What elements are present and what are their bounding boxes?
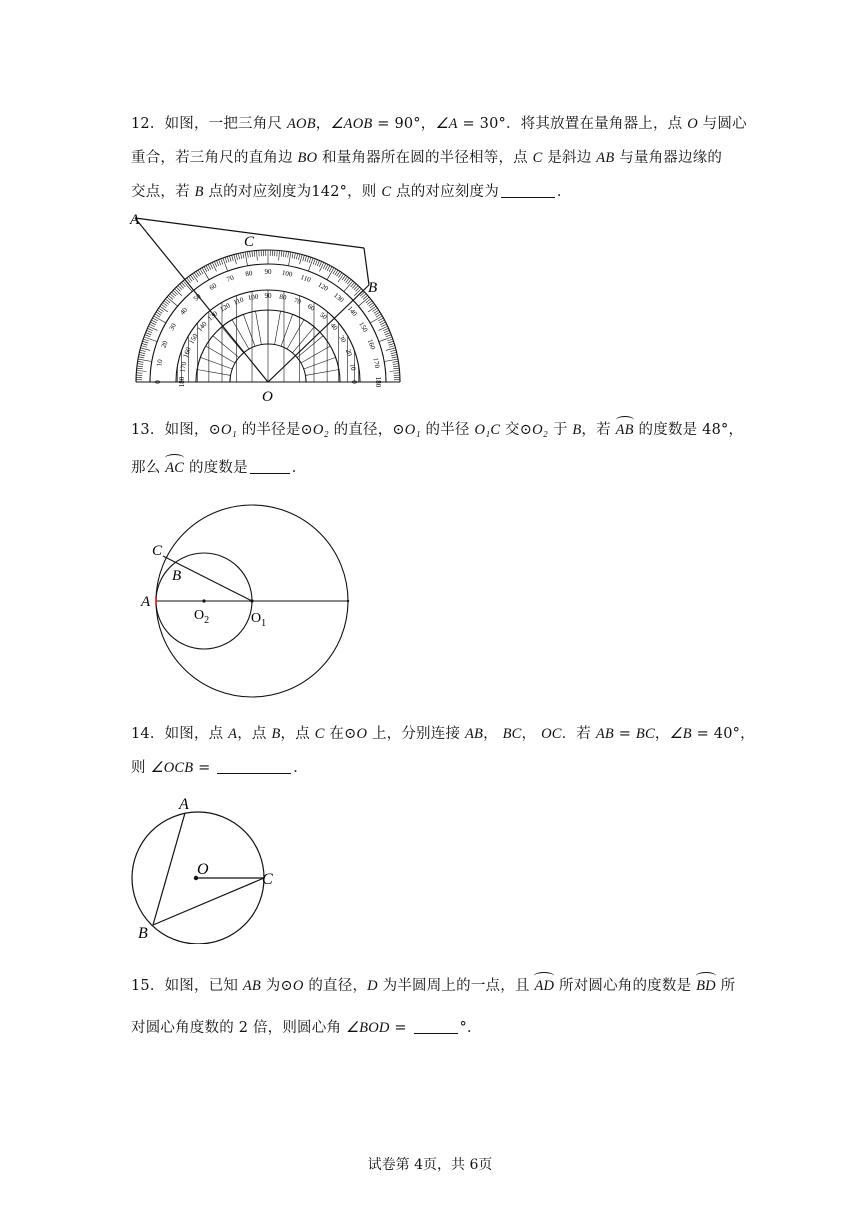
protractor-tick	[227, 256, 229, 262]
label-c: C	[152, 543, 163, 559]
protractor-tick	[380, 322, 385, 325]
q15-var: ∠BOD	[345, 1020, 390, 1036]
q12-text: = 30°．将其放置在量角器上，点	[457, 116, 688, 132]
protractor-tick	[286, 251, 287, 257]
protractor-tick	[247, 252, 248, 258]
q14-var: O	[356, 726, 368, 742]
protractor-tick	[229, 256, 231, 262]
protractor-tick	[368, 306, 376, 312]
protractor-tick	[393, 364, 399, 365]
protractor-inner-number: 150	[187, 332, 200, 346]
protractor-outer-number: 90	[264, 268, 272, 276]
protractor-outer-number: 130	[332, 291, 346, 305]
answer-blank[interactable]	[414, 1019, 458, 1034]
protractor-outer-number: 110	[299, 273, 312, 285]
q13-text: ，若	[581, 422, 616, 438]
protractor-tick	[389, 346, 395, 348]
label-b: B	[138, 925, 148, 942]
protractor-spoke	[292, 327, 314, 353]
q14-var: ∠B	[669, 726, 692, 742]
q15-number: 15．	[131, 978, 165, 994]
protractor-inner-number: 10	[348, 362, 358, 372]
label-c: C	[244, 234, 255, 250]
protractor-inner-number: 30	[337, 333, 348, 345]
q12-line-1	[131, 112, 747, 133]
protractor-tick	[379, 337, 392, 342]
protractor-tick	[294, 253, 295, 259]
protractor-tick	[281, 251, 282, 257]
protractor-tick	[157, 310, 162, 313]
q14-text: 如图，点	[164, 726, 229, 742]
q12-text: 如图，一把三角尺	[164, 116, 287, 132]
protractor-outer-number: 70	[225, 273, 236, 284]
protractor-tick	[232, 255, 234, 261]
protractor-spoke	[305, 369, 338, 375]
protractor-tick	[390, 370, 400, 371]
protractor-tick	[214, 261, 216, 266]
protractor-tick	[309, 257, 311, 263]
q12-text: 点的对应刻度为142°，则	[203, 184, 382, 200]
protractor-tick	[208, 264, 211, 269]
protractor-tick	[383, 328, 388, 330]
q14-text: ，	[521, 726, 542, 742]
protractor-tick	[146, 333, 152, 335]
protractor-outer-number: 120	[316, 280, 330, 293]
answer-blank[interactable]	[250, 459, 290, 474]
protractor-outer-number: 60	[207, 281, 219, 292]
protractor-tick	[137, 368, 143, 369]
q14-text: ，点	[237, 726, 272, 742]
q13-text: 的度数是 48°，	[633, 422, 744, 438]
q13-number: 13．	[131, 422, 165, 438]
protractor-tick	[376, 314, 381, 317]
label-b: B	[172, 568, 182, 584]
label-a: A	[130, 212, 140, 228]
q15-line-2	[131, 1016, 482, 1037]
protractor-tick	[204, 267, 207, 272]
protractor-tick	[139, 352, 145, 353]
q12-text: ，	[315, 116, 331, 132]
protractor-tick	[245, 252, 247, 266]
protractor-tick	[221, 259, 223, 265]
protractor-tick	[138, 359, 152, 361]
q13-var: O₂	[312, 422, 329, 438]
q12-var: B	[194, 184, 204, 200]
q12-text: 与圆心	[697, 116, 747, 132]
protractor-outer-number: 40	[178, 306, 190, 317]
q13-text: ．	[291, 460, 307, 476]
q14-text: 在⊙	[324, 726, 357, 742]
q13-line-2	[131, 456, 306, 477]
protractor-outer-number: 100	[281, 268, 293, 279]
protractor-tick	[256, 251, 257, 261]
q15-text: 为半圆周上的一点，且	[377, 978, 535, 994]
protractor-tick	[254, 251, 255, 257]
q13-var: O₁	[221, 422, 237, 438]
q13-text: 的度数是	[184, 460, 248, 476]
protractor-tick	[379, 320, 384, 323]
protractor-tick	[288, 252, 290, 266]
protractor-tick	[143, 339, 149, 341]
protractor-inner-number: 40	[328, 321, 340, 332]
protractor-tick	[313, 259, 315, 265]
protractor-tick	[388, 341, 394, 343]
q14-var: A	[228, 726, 238, 742]
protractor-outer-number: 50	[192, 292, 203, 304]
protractor-tick	[155, 314, 160, 317]
protractor-inner-number: 60	[305, 302, 317, 313]
protractor-spoke	[275, 311, 281, 344]
protractor-tick	[387, 339, 393, 341]
protractor-inner-number: 70	[292, 296, 303, 307]
q14-text: ，	[654, 726, 670, 742]
protractor-tick	[151, 320, 156, 323]
protractor-tick	[236, 254, 237, 260]
q12-text: 交点，若	[131, 184, 195, 200]
protractor-tick	[145, 335, 151, 337]
protractor-inner-number: 180	[178, 376, 186, 388]
label-c: C	[262, 871, 273, 888]
q13-text: 的半径是⊙	[236, 422, 313, 438]
protractor-tick	[137, 366, 143, 367]
q12-text: ．	[556, 184, 572, 200]
answer-blank[interactable]	[217, 759, 291, 774]
q13-text: 交⊙	[500, 422, 533, 438]
q15-text: 的直径，	[303, 978, 368, 994]
arc-ac: AC	[165, 456, 184, 477]
protractor-inner-number: 50	[318, 310, 329, 322]
q15-text: 所	[715, 978, 736, 994]
protractor-tick	[153, 318, 158, 321]
protractor-spoke	[304, 357, 336, 369]
q15-var: O	[292, 978, 304, 994]
q14-text: ．若	[561, 726, 596, 742]
protractor-tick	[288, 252, 289, 258]
q15-var: AB	[242, 978, 261, 994]
protractor-tick	[335, 270, 338, 275]
label-a: A	[141, 594, 151, 610]
protractor-tick	[391, 355, 397, 356]
point-o2	[202, 599, 205, 602]
q15-text: 如图，已知	[164, 978, 243, 994]
protractor-outer-number: 160	[365, 338, 377, 351]
protractor-spoke	[213, 336, 239, 358]
protractor-inner-number: 0	[350, 380, 358, 384]
circle-o-figure	[122, 792, 292, 944]
arc-bd: BD	[696, 974, 716, 995]
protractor-tick	[225, 257, 227, 263]
protractor-outer-number: 0	[154, 380, 162, 384]
protractor-tick	[138, 361, 144, 362]
q13-text: 于	[548, 422, 573, 438]
protractor-tick	[141, 346, 147, 348]
q14-text: ．	[293, 760, 308, 776]
label-o: O	[262, 389, 273, 405]
protractor-inner-number: 170	[178, 361, 189, 373]
q14-text: = 40°，	[691, 726, 755, 742]
q14-text: =	[193, 760, 216, 776]
label-o1: $O_1$	[251, 611, 267, 629]
chord-bc	[153, 878, 264, 925]
q12-var: AOB	[286, 116, 316, 132]
protractor-tick	[329, 267, 332, 272]
protractor-tick	[308, 258, 313, 271]
protractor-spoke	[255, 311, 261, 344]
protractor-tick	[300, 254, 303, 264]
q12-var: O	[687, 116, 698, 132]
protractor-outer-number: 20	[159, 339, 170, 350]
q14-text: ，点	[280, 726, 315, 742]
q15-text: =	[389, 1020, 412, 1036]
protractor-inner-number: 130	[206, 309, 220, 323]
q12-line-3	[131, 180, 572, 201]
q12-var: AB	[596, 150, 615, 166]
point-end	[347, 600, 349, 602]
q12-number: 12．	[131, 116, 165, 132]
protractor-tick	[200, 269, 203, 274]
label-o: O	[197, 861, 209, 878]
q12-text: 和量角器所在圆的半径相等，点	[317, 150, 533, 166]
protractor-tick	[378, 318, 383, 321]
protractor-spoke	[232, 320, 249, 349]
protractor-tick	[391, 352, 397, 353]
label-b: B	[368, 280, 378, 296]
protractor-inner-number: 140	[195, 320, 209, 334]
protractor-tick	[140, 350, 146, 351]
two-circles-figure	[136, 500, 366, 700]
protractor-tick	[148, 326, 157, 330]
protractor-tick	[392, 357, 398, 358]
protractor-tick	[381, 324, 386, 327]
protractor-spoke	[301, 346, 330, 363]
protractor-tick	[252, 251, 253, 257]
protractor-tick	[150, 322, 155, 325]
protractor-tick	[196, 271, 199, 276]
q13-var: O₂	[532, 422, 549, 438]
protractor-tick	[212, 262, 216, 271]
protractor-tick	[279, 251, 280, 261]
protractor-tick	[241, 253, 242, 259]
protractor-spoke	[206, 346, 235, 363]
q15-text: 为⊙	[261, 978, 293, 994]
protractor-outer-number: 80	[244, 269, 254, 279]
protractor-tick	[393, 366, 399, 367]
protractor-tick	[160, 306, 168, 312]
q12-text: 重合，若三角尺的直角边	[131, 150, 298, 166]
protractor-tick	[146, 330, 152, 332]
protractor-tick	[320, 262, 324, 271]
q12-text: 与量角器边缘的	[614, 150, 723, 166]
protractor-tick	[192, 274, 198, 282]
answer-blank[interactable]	[501, 183, 555, 198]
point-o1	[250, 599, 253, 602]
q13-var: O₁C	[474, 422, 501, 438]
protractor-tick	[206, 265, 209, 270]
protractor-inner-number: 120	[218, 301, 232, 314]
protractor-tick	[156, 312, 161, 315]
q12-text: 是斜边	[542, 150, 597, 166]
protractor-outer-number: 30	[167, 321, 178, 333]
q13-text: 那么	[131, 460, 166, 476]
protractor-outer-number: 170	[371, 357, 382, 369]
protractor-tick	[374, 310, 379, 313]
protractor-outer-number: 10	[155, 358, 165, 368]
protractor-tick	[325, 264, 328, 269]
protractor-tick	[386, 348, 396, 351]
chord-ab	[153, 813, 185, 925]
protractor-tick	[223, 258, 228, 271]
protractor-tick	[296, 253, 297, 259]
q14-line-2	[131, 756, 308, 777]
q14-text: ，	[483, 726, 503, 742]
protractor-spoke	[197, 369, 230, 375]
protractor-tick	[149, 324, 154, 327]
q14-var: AB	[595, 726, 614, 742]
q14-var: BC	[635, 726, 655, 742]
protractor-tick	[388, 343, 394, 345]
q13-text: 如图，⊙	[164, 422, 222, 438]
protractor-tick	[137, 370, 147, 371]
label-a: A	[179, 796, 189, 813]
protractor-outer-number: 180	[374, 376, 382, 388]
protractor-tick	[323, 263, 326, 268]
protractor-tick	[142, 341, 148, 343]
protractor-tick	[354, 289, 361, 296]
protractor-tick	[144, 337, 157, 342]
q15-line-1	[131, 974, 735, 995]
protractor-tick	[317, 260, 319, 266]
q15-text: °．	[459, 1020, 482, 1036]
protractor-spoke	[281, 314, 293, 346]
protractor-tick	[216, 260, 218, 266]
protractor-spoke	[297, 336, 323, 358]
protractor-inner-number: 80	[278, 292, 288, 302]
protractor-outer-number: 140	[345, 304, 359, 318]
protractor-inner-number: 110	[232, 295, 245, 307]
q13-var: O₁	[404, 422, 421, 438]
q12-text: 点的对应刻度为	[391, 184, 499, 200]
arc-ab: AB	[616, 418, 634, 439]
q12-var: C	[381, 184, 392, 200]
protractor-tick	[303, 255, 305, 261]
protractor-tick	[319, 261, 321, 266]
protractor-tick	[384, 330, 390, 332]
protractor-tick	[243, 252, 244, 258]
q13-text: 的直径，⊙	[328, 422, 405, 438]
protractor-tick	[219, 260, 221, 266]
q14-text: 则	[131, 760, 151, 776]
q15-var: D	[367, 978, 378, 994]
protractor-tick	[333, 269, 336, 274]
protractor-tick	[379, 326, 388, 330]
protractor-spoke	[287, 320, 304, 349]
q12-text: = 90°，	[372, 116, 436, 132]
arc-ad: AD	[534, 974, 554, 995]
protractor-tick	[283, 251, 284, 257]
protractor-tick	[298, 254, 299, 260]
q15-text: 对圆心角度数的 2 倍，则圆心角	[131, 1020, 346, 1036]
q12-var: BO	[297, 150, 318, 166]
protractor-tick	[142, 343, 148, 345]
protractor-tick	[198, 270, 201, 275]
q14-text: =	[613, 726, 636, 742]
protractor-tick	[140, 348, 150, 351]
protractor-tick	[392, 361, 398, 362]
q13-var: B	[572, 422, 582, 438]
protractor-tick	[375, 312, 380, 315]
q14-var: ∠OCB	[150, 760, 194, 776]
protractor-tick	[338, 274, 344, 282]
protractor-tick	[137, 364, 143, 365]
q14-number: 14．	[131, 726, 165, 742]
protractor-tick	[386, 335, 392, 337]
q14-text: 上，分别连接	[367, 726, 465, 742]
protractor-figure	[128, 206, 408, 406]
protractor-outer-number: 150	[357, 320, 370, 334]
protractor-tick	[305, 256, 307, 262]
protractor-tick	[384, 359, 398, 361]
q13-text: 的半径	[420, 422, 475, 438]
protractor-tick	[175, 289, 182, 296]
protractor-tick	[234, 254, 237, 264]
q12-line-2	[131, 146, 722, 167]
protractor-spoke	[243, 314, 255, 346]
q12-var: ∠A	[435, 116, 458, 132]
label-o2: $O_2$	[194, 608, 210, 626]
protractor-tick	[138, 357, 144, 358]
q12-var: C	[532, 150, 543, 166]
page-footer: 试卷第 4页，共 6页	[367, 1157, 493, 1173]
q12-var: ∠AOB	[330, 116, 373, 132]
protractor-tick	[238, 253, 239, 259]
protractor-tick	[385, 333, 391, 335]
protractor-inner-number: 160	[181, 346, 193, 359]
protractor-tick	[393, 368, 399, 369]
protractor-tick	[210, 263, 213, 268]
q14-line-1	[131, 722, 755, 743]
protractor-tick	[292, 252, 293, 258]
q15-text: 所对圆心角的度数是	[554, 978, 697, 994]
q14-var: BC	[502, 726, 522, 742]
protractor-tick	[147, 328, 152, 330]
protractor-tick	[139, 355, 145, 356]
protractor-tick	[250, 251, 251, 257]
protractor-inner-number: 90	[264, 292, 272, 300]
protractor-spoke	[222, 327, 244, 353]
q14-var: AB	[464, 726, 484, 742]
q13-line-1	[131, 418, 743, 439]
protractor-tick	[390, 350, 396, 351]
q14-var: OC	[541, 726, 562, 742]
protractor-inner-number: 100	[247, 292, 259, 303]
protractor-tick	[307, 256, 309, 262]
protractor-inner-number: 20	[343, 347, 354, 358]
q14-var: B	[271, 726, 281, 742]
protractor-tick	[327, 265, 330, 270]
protractor-spoke	[200, 357, 232, 369]
q14-var: C	[314, 726, 325, 742]
protractor-tick	[337, 271, 340, 276]
protractor-tick	[315, 260, 317, 266]
